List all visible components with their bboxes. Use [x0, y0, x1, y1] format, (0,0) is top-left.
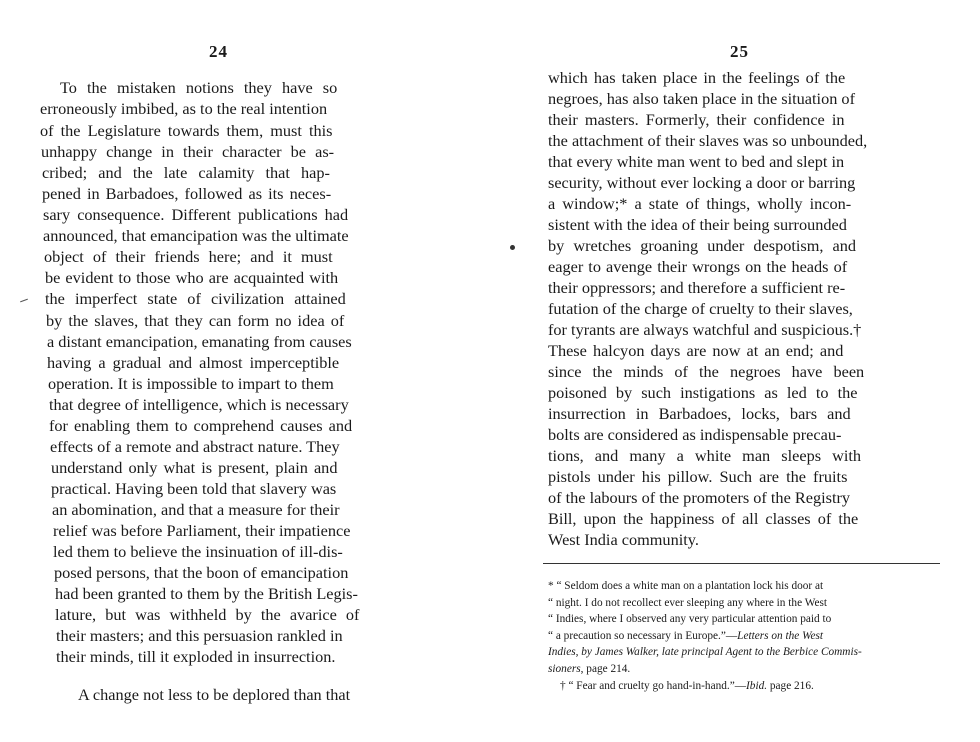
text-line: A change not less to be deplored than that [78, 685, 351, 704]
text-line: erroneously imbibed, as to the real intention [40, 99, 328, 118]
page-number: 24 [209, 42, 228, 61]
text-line: of the labours of the promoters of the Registry [548, 488, 851, 507]
text-line: their masters. Formerly, their confidence in [548, 110, 845, 129]
text-line: practical. Having been told that slavery was [51, 479, 337, 498]
footnote-text: page 216. [767, 679, 814, 692]
text-line: tions, and many a white man sleeps with [548, 446, 862, 465]
text-line: These halcyon days are now at an end; and [548, 341, 844, 360]
text-line: negroes, has also taken place in the situation of [548, 89, 855, 108]
text-line: that every white man went to bed and slept in [548, 152, 845, 171]
footnote-text: “ night. I do not recollect ever sleeping any where in the West [548, 596, 828, 609]
text-line: posed persons, that the boon of emancipation [54, 563, 349, 582]
footnote-line [548, 644, 944, 661]
text-line: relief was before Parliament, their impatience [53, 521, 351, 540]
footnote-citation: sioners [548, 662, 581, 675]
text-line: object of their friends here; and it must [44, 247, 333, 266]
footnote-text: “ Indies, where I observed any very particular attention paid to [548, 613, 832, 626]
text-line: a distant emancipation, emanating from causes [47, 332, 352, 351]
footnote-text: , page 214. [580, 662, 631, 675]
footnote-line [548, 678, 944, 695]
footnote-line [548, 611, 944, 628]
margin-mark [20, 299, 28, 303]
text-line: which has taken place in the feelings of the [548, 68, 846, 87]
text-line: Bill, upon the happiness of all classes of the [548, 509, 859, 528]
footnote-text: * “ Seldom does a white man on a plantation lock his door at [548, 580, 824, 592]
text-line: having a gradual and almost imperceptible [47, 353, 340, 372]
text-line: pistols under his pillow. Such are the fruits [548, 467, 848, 486]
text-line: futation of the charge of cruelty to their slaves, [548, 299, 853, 318]
text-line: their oppressors; and therefore a sufficient re- [548, 278, 846, 297]
text-line: of the Legislature towards them, must this [40, 121, 333, 140]
margin-dot [510, 245, 515, 250]
footnote-line [548, 595, 944, 612]
text-line: West India community. [548, 530, 699, 549]
text-line: cribed; and the late calamity that hap- [42, 163, 330, 182]
footnotes [548, 578, 944, 694]
text-line: bolts are considered as indispensable precau- [548, 425, 842, 444]
text-line: led them to believe the insinuation of ill-dis- [53, 542, 343, 561]
footnote-citation: Ibid. [746, 679, 768, 692]
text-line: the attachment of their slaves was so unbounded, [548, 131, 868, 150]
text-line: security, without ever locking a door or barring [548, 173, 856, 192]
text-line: that degree of intelligence, which is necessary [49, 395, 349, 414]
footnote-line [548, 661, 944, 678]
text-line: a window;* a state of things, wholly incon- [548, 194, 852, 213]
footnote-line [548, 578, 944, 595]
text-line: insurrection in Barbadoes, locks, bars and [548, 404, 851, 423]
text-line: operation. It is impossible to impart to them [48, 374, 334, 393]
text-line: unhappy change in their character be as- [41, 142, 335, 161]
text-line: for enabling them to comprehend causes and [49, 416, 353, 435]
footnote-citation: Letters on the West [737, 629, 824, 642]
text-line: for tyrants are always watchful and suspicious.† [548, 320, 862, 339]
text-line: lature, but was withheld by the avarice of [55, 605, 360, 624]
page-number: 25 [730, 42, 749, 61]
text-line: by wretches groaning under despotism, and [548, 236, 857, 255]
text-line: their minds, till it exploded in insurrection. [56, 647, 336, 666]
text-line: effects of a remote and abstract nature. They [50, 437, 340, 456]
footnote-text: † “ Fear and cruelty go hand-in-hand.”— [560, 679, 747, 692]
text-line: be evident to those who are acquainted with [45, 268, 339, 287]
text-line: since the minds of the negroes have been [548, 362, 865, 381]
text-line: announced, that emancipation was the ultimate [43, 226, 349, 245]
footnote-line [548, 628, 944, 645]
text-line: eager to avenge their wrongs on the heads of [548, 257, 848, 276]
text-line: the imperfect state of civilization attained [45, 289, 346, 308]
footnote-rule [543, 563, 940, 564]
footnote-text: “ a precaution so necessary in Europe.”— [548, 629, 738, 642]
text-line: sistent with the idea of their being surrounded [548, 215, 847, 234]
text-line: understand only what is present, plain and [51, 458, 338, 477]
text-line: poisoned by such instigations as led to the [548, 383, 858, 402]
text-line: by the slaves, that they can form no idea of [46, 311, 345, 330]
text-line: To the mistaken notions they have so [60, 78, 338, 97]
text-line: their masters; and this persuasion rankled in [56, 626, 343, 645]
text-line: sary consequence. Different publications had [43, 205, 349, 224]
footnote-citation: Indies, by James Walker, late principal Agent to the Berbice Commis- [548, 646, 862, 659]
text-line: pened in Barbadoes, followed as its neces- [42, 184, 332, 203]
text-line: an abomination, and that a measure for their [52, 500, 340, 519]
text-line: had been granted to them by the British Legis- [55, 584, 358, 603]
